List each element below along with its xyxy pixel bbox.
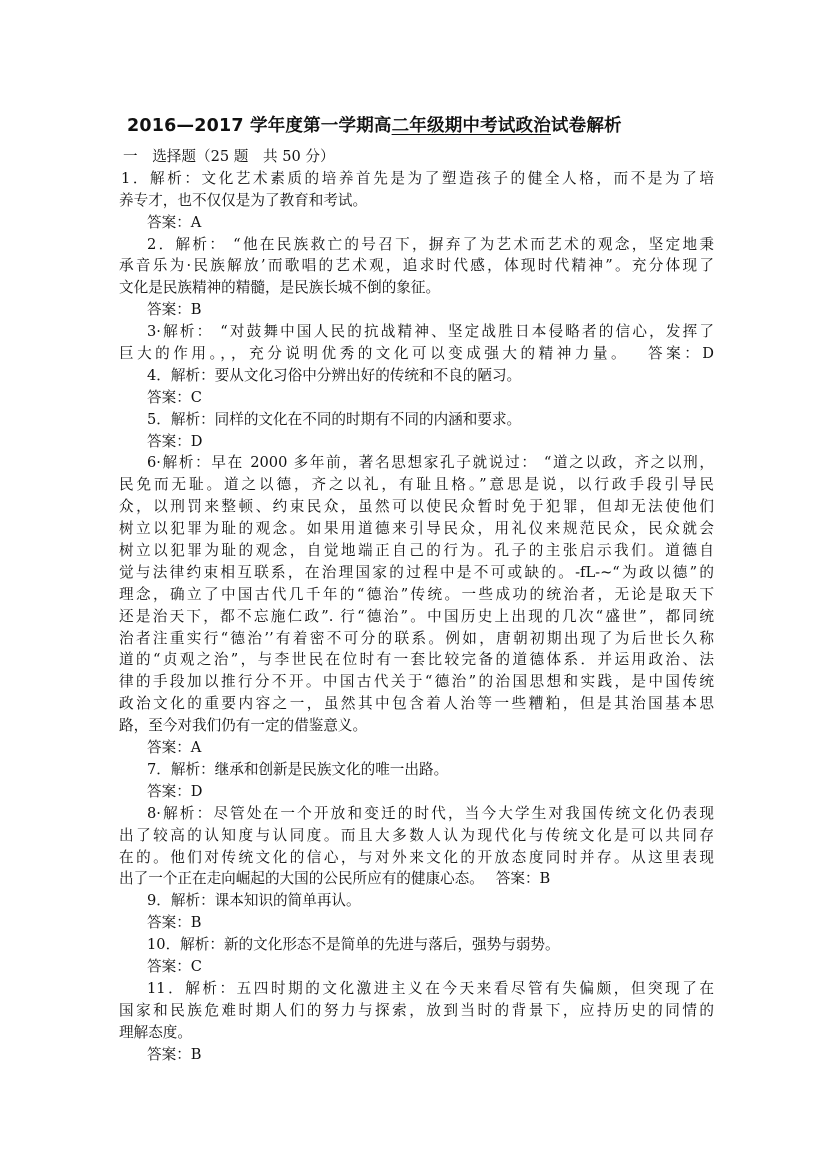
text-line: 国家和民族危难时期人们的努力与探索，放到当时的背景下，应持历史的同情的 [119,1001,714,1019]
text-line: 树立以犯罪为耻的观念，自觉地端正自己的行为。孔子的主张启示我们。道德自 [119,542,714,560]
document-body [119,146,714,1065]
title-part-1: 2016—2017 学年度第一学期高 [127,116,392,136]
page-title [127,112,717,137]
answer-line: 答案：D [147,432,203,450]
text-line: 路，至今对我们仍有一定的借鉴意义。 [119,717,368,735]
text-line: 理念，确立了中国古代几千年的“德治”传统。一些成功的统治者，无论是取天下 [119,585,714,603]
text-line: 律的手段加以推行分不开。中国古代关于“德治”的治国思想和实践，是中国传统 [119,673,714,691]
text-line: 8·解析：尽管处在一个开放和变迁的时代，当今大学生对我国传统文化仍表现 [147,804,714,822]
answer-line: 答案：C [147,957,202,975]
title-grade-underlined: 二年级期中考试 [391,116,516,136]
text-line: 道的“贞观之治”，与李世民在位时有一套比较完备的道德体系．并运用政治、法 [119,651,714,669]
text-line: 1．解析：文化艺术素质的培养首先是为了塑造孩子的健全人格，而不是为了培 [121,169,714,187]
text-line: 10．解析：新的文化形态不是简单的先进与落后，强势与弱势。 [147,936,560,954]
answer-line: 答案：A [147,213,202,231]
text-line: 治者注重实行“德治’’有着密不可分的联系。例如，唐朝初期出现了为后世长久称 [119,629,714,647]
text-line: 养专才，也不仅仅是为了教育和考试。 [119,191,368,209]
text-line: 树立以犯罪为耻的观念。如果用道德来引导民众，用礼仪来规范民众，民众就会 [119,520,714,538]
text-line: 政治文化的重要内容之一，虽然其中包含着人治等一些糟粕，但是其治国基本思 [119,695,714,713]
text-line: 5．解析：同样的文化在不同的时期有不同的内涵和要求。 [147,410,522,428]
text-line: 还是治天下，都不忘施仁政”. 行“德治”。中国历史上出现的几次“盛世”，都同统 [119,607,714,625]
text-line: 9．解析：课本知识的简单再认。 [147,892,361,910]
text-line: 巨大的作用。，，充分说明优秀的文化可以变成强大的精神力量。 答案：D [119,345,714,363]
text-line: 11．解析：五四时期的文化激进主义在今天来看尽管有失偏颇，但突现了在 [147,979,714,997]
section-header: 一 选择题（25 题 共 50 分） [123,148,335,165]
answer-line: 答案：A [147,739,202,757]
answer-line: 答案：B [147,1045,202,1063]
title-part-4: 试卷解析 [550,116,622,136]
text-line: 在的。他们对传统文化的信心，与对外来文化的开放态度同时并存。从这里表现 [119,848,714,866]
text-line: 4．解析：要从文化习俗中分辨出好的传统和不良的陋习。 [147,366,522,384]
text-line: 出了较高的认知度与认同度。而且大多数人认为现代化与传统文化是可以共同存 [119,826,714,844]
text-line: 出了一个正在走向崛起的大国的公民所应有的健康心态。 答案：B [119,870,551,888]
text-line: 民免而无耻。道之以德，齐之以礼，有耻且格。”意思是说，以行政手段引导民 [119,476,714,494]
text-line: 觉与法律约束相互联系，在治理国家的过程中是不可或缺的。-fL-~“为政以德”的 [119,563,714,581]
answer-line: 答案：D [147,782,203,800]
title-subject-underlined: 政治 [515,116,551,136]
text-line: 承音乐为·民族解放’而歌唱的艺术观，追求时代感，体现时代精神”。充分体现了 [119,257,714,275]
text-line: 3·解析： “对鼓舞中国人民的抗战精神、坚定战胜日本侵略者的信心，发挥了 [147,323,714,341]
text-line: 6·解析：早在 2000 多年前，著名思想家孔子就说过： “道之以政，齐之以刑， [147,454,714,472]
answer-lines [119,168,714,1066]
text-line: 文化是民族精神的精髓，是民族长城不倒的象征。 [119,279,441,297]
text-line: 众，以刑罚来整顿、约束民众，虽然可以使民众暂时免于犯罪，但却无法使他们 [119,498,714,516]
answer-line: 答案：B [147,914,202,932]
answer-line: 答案：C [147,388,202,406]
text-line: 7．解析：继承和创新是民族文化的唯一出路。 [147,760,449,778]
text-line: 理解态度。 [119,1023,192,1041]
answer-line: 答案：B [147,301,202,319]
text-line: 2．解析： “他在民族救亡的号召下，摒弃了为艺术而艺术的观念，坚定地秉 [147,235,714,253]
